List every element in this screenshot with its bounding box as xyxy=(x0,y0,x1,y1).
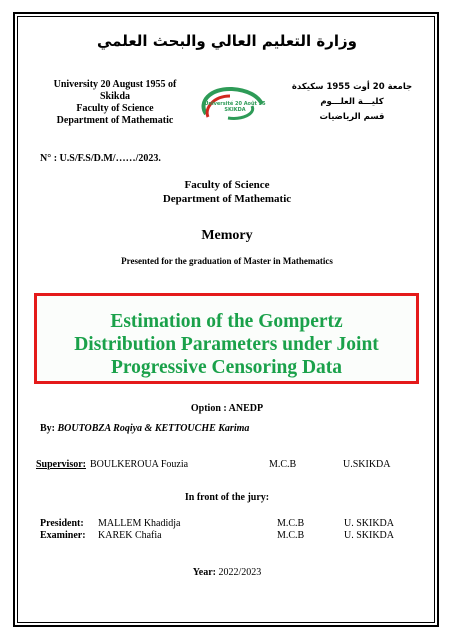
by-label: By: xyxy=(40,423,55,434)
memory-heading: Memory xyxy=(201,228,253,243)
faculty-name: Faculty of Science xyxy=(184,179,270,191)
university-line: Skikda xyxy=(99,91,131,102)
supervisor-name: BOULKEROUA Fouzia xyxy=(90,459,189,470)
examiner-name: KAREK Chafia xyxy=(98,530,162,541)
department-line: Department of Mathematic xyxy=(56,115,174,126)
university-line-ar: جامعة 20 أوت 1955 سكيكدة xyxy=(291,82,413,92)
president-university: U. SKIKDA xyxy=(344,518,394,529)
university-block-en xyxy=(30,79,200,127)
presented-for: Presented for the graduation of Master in Mathematics xyxy=(121,256,333,266)
examiner-label: Examiner: xyxy=(40,530,86,541)
supervisor-university: U.SKIKDA xyxy=(343,459,391,470)
year-value: 2022/2023 xyxy=(218,567,262,578)
faculty-line-ar: كليـــة العلـــوم xyxy=(320,97,384,107)
author-names: BOUTOBZA Roqiya & KETTOUCHE Karima xyxy=(57,423,250,434)
university-block-ar xyxy=(272,80,432,125)
president-label: President: xyxy=(40,518,84,529)
authors-line xyxy=(40,423,249,434)
university-logo xyxy=(192,84,270,124)
thesis-title-box xyxy=(34,293,419,384)
logo-text-city: SKIKDA xyxy=(224,107,246,113)
examiner-university: U. SKIKDA xyxy=(344,530,394,541)
option-label: Option : ANEDP xyxy=(190,403,264,414)
ministry-title: وزارة التعليم العالي والبحث العلمي xyxy=(96,32,358,50)
year-label: Year: xyxy=(192,567,217,578)
academic-year xyxy=(0,567,454,578)
president-rank: M.C.B xyxy=(277,518,305,529)
supervisor-label: Supervisor: xyxy=(36,459,86,470)
faculty-block xyxy=(0,178,454,206)
department-name: Department of Mathematic xyxy=(162,193,292,205)
president-name: MALLEM Khadidja xyxy=(98,518,181,529)
supervisor-rank: M.C.B xyxy=(269,459,297,470)
thesis-title-line: Estimation of the Gompertz xyxy=(110,311,343,332)
faculty-line: Faculty of Science xyxy=(76,103,154,114)
jury-heading: In front of the jury: xyxy=(184,492,270,503)
thesis-title xyxy=(37,310,416,379)
reference-number: N° : U.S/F.S/D.M/……/2023. xyxy=(40,153,161,164)
thesis-title-line: Progressive Censoring Data xyxy=(110,357,343,378)
university-line: University 20 August 1955 of xyxy=(53,79,177,90)
logo-text-line: Université 20 Août 55 xyxy=(204,101,266,107)
thesis-title-line: Distribution Parameters under Joint xyxy=(74,334,379,355)
examiner-rank: M.C.B xyxy=(277,530,305,541)
department-line-ar: قسم الرياضيات xyxy=(319,112,385,122)
